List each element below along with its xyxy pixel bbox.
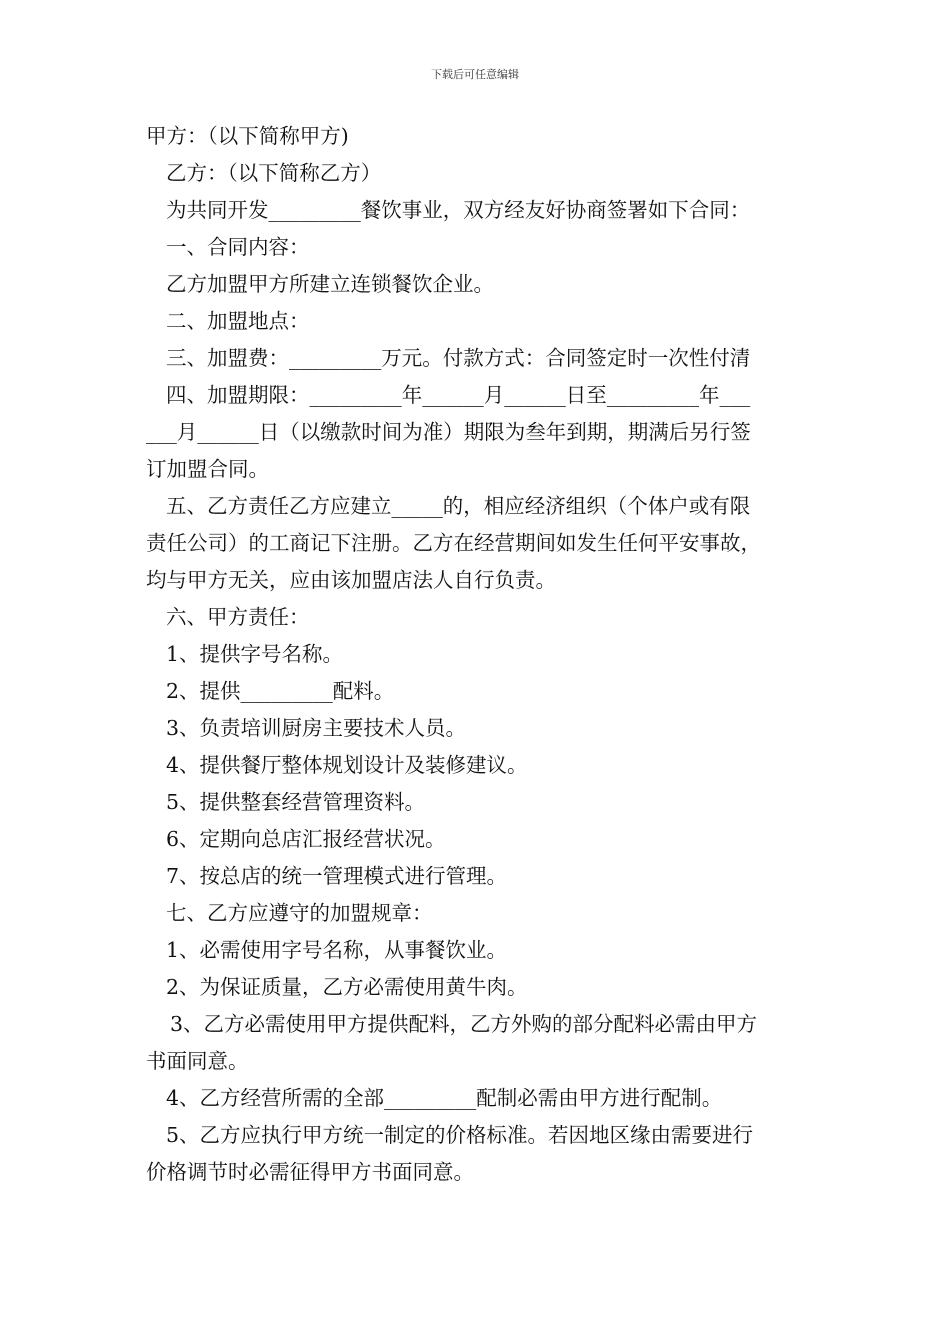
section-1-text: 乙方加盟甲方所建立连锁餐饮企业。 — [166, 272, 494, 296]
list-item-cont: 价格调节时必需征得甲方书面同意。 — [146, 1160, 474, 1184]
section-2-heading: 二、加盟地点： — [166, 309, 310, 333]
party-a-line: 甲方：（以下简称甲方) — [146, 124, 349, 148]
section-4-term: 四、加盟期限：_________年______月______日至_________年___ — [166, 383, 751, 407]
section-3-fee: 三、加盟费：_________万元。付款方式：合同签定时一次性付清 — [166, 346, 751, 370]
list-item: 3、负责培训厨房主要技术人员。 — [166, 716, 467, 740]
preamble: 为共同开发_________餐饮事业，双方经友好协商签署如下合同： — [166, 198, 751, 222]
list-item-cont: 书面同意。 — [146, 1049, 249, 1073]
list-item: 1、必需使用字号名称，从事餐饮业。 — [166, 938, 508, 962]
section-6-heading: 六、甲方责任： — [166, 605, 310, 629]
list-item: 6、定期向总店汇报经营状况。 — [166, 827, 446, 851]
page-header: 下载后可任意编辑 — [431, 68, 519, 81]
section-4-term-end: 订加盟合同。 — [146, 457, 269, 481]
list-item: 5、乙方应执行甲方统一制定的价格标准。若因地区缘由需要进行 — [166, 1123, 754, 1147]
section-5-text: 五、乙方责任乙方应建立_____的，相应经济组织（个体户或有限 — [166, 494, 751, 518]
section-4-term-cont: ___月______日（以缴款时间为准）期限为叁年到期，期满后另行签 — [146, 420, 751, 444]
section-5-text-cont: 责任公司）的工商记下注册。乙方在经营期间如发生任何平安事故， — [146, 531, 761, 555]
party-b-line: 乙方：（以下简称乙方） — [166, 161, 382, 185]
list-item: 5、提供整套经营管理资料。 — [166, 790, 426, 814]
contract-body — [146, 118, 808, 1191]
section-1-heading: 一、合同内容： — [166, 235, 310, 259]
list-item: 1、提供字号名称。 — [166, 642, 344, 666]
list-item: 2、为保证质量，乙方必需使用黄牛肉。 — [166, 975, 528, 999]
list-item: 7、按总店的统一管理模式进行管理。 — [166, 864, 508, 888]
section-7-heading: 七、乙方应遵守的加盟规章： — [166, 901, 433, 925]
list-item: 4、提供餐厅整体规划设计及装修建议。 — [166, 753, 528, 777]
section-5-text-end: 均与甲方无关，应由该加盟店法人自行负责。 — [146, 568, 556, 592]
list-item: 3、乙方必需使用甲方提供配料，乙方外购的部分配料必需由甲方 — [170, 1012, 758, 1036]
list-item: 4、乙方经营所需的全部_________配制必需由甲方进行配制。 — [166, 1086, 723, 1110]
list-item: 2、提供_________配料。 — [166, 679, 395, 703]
